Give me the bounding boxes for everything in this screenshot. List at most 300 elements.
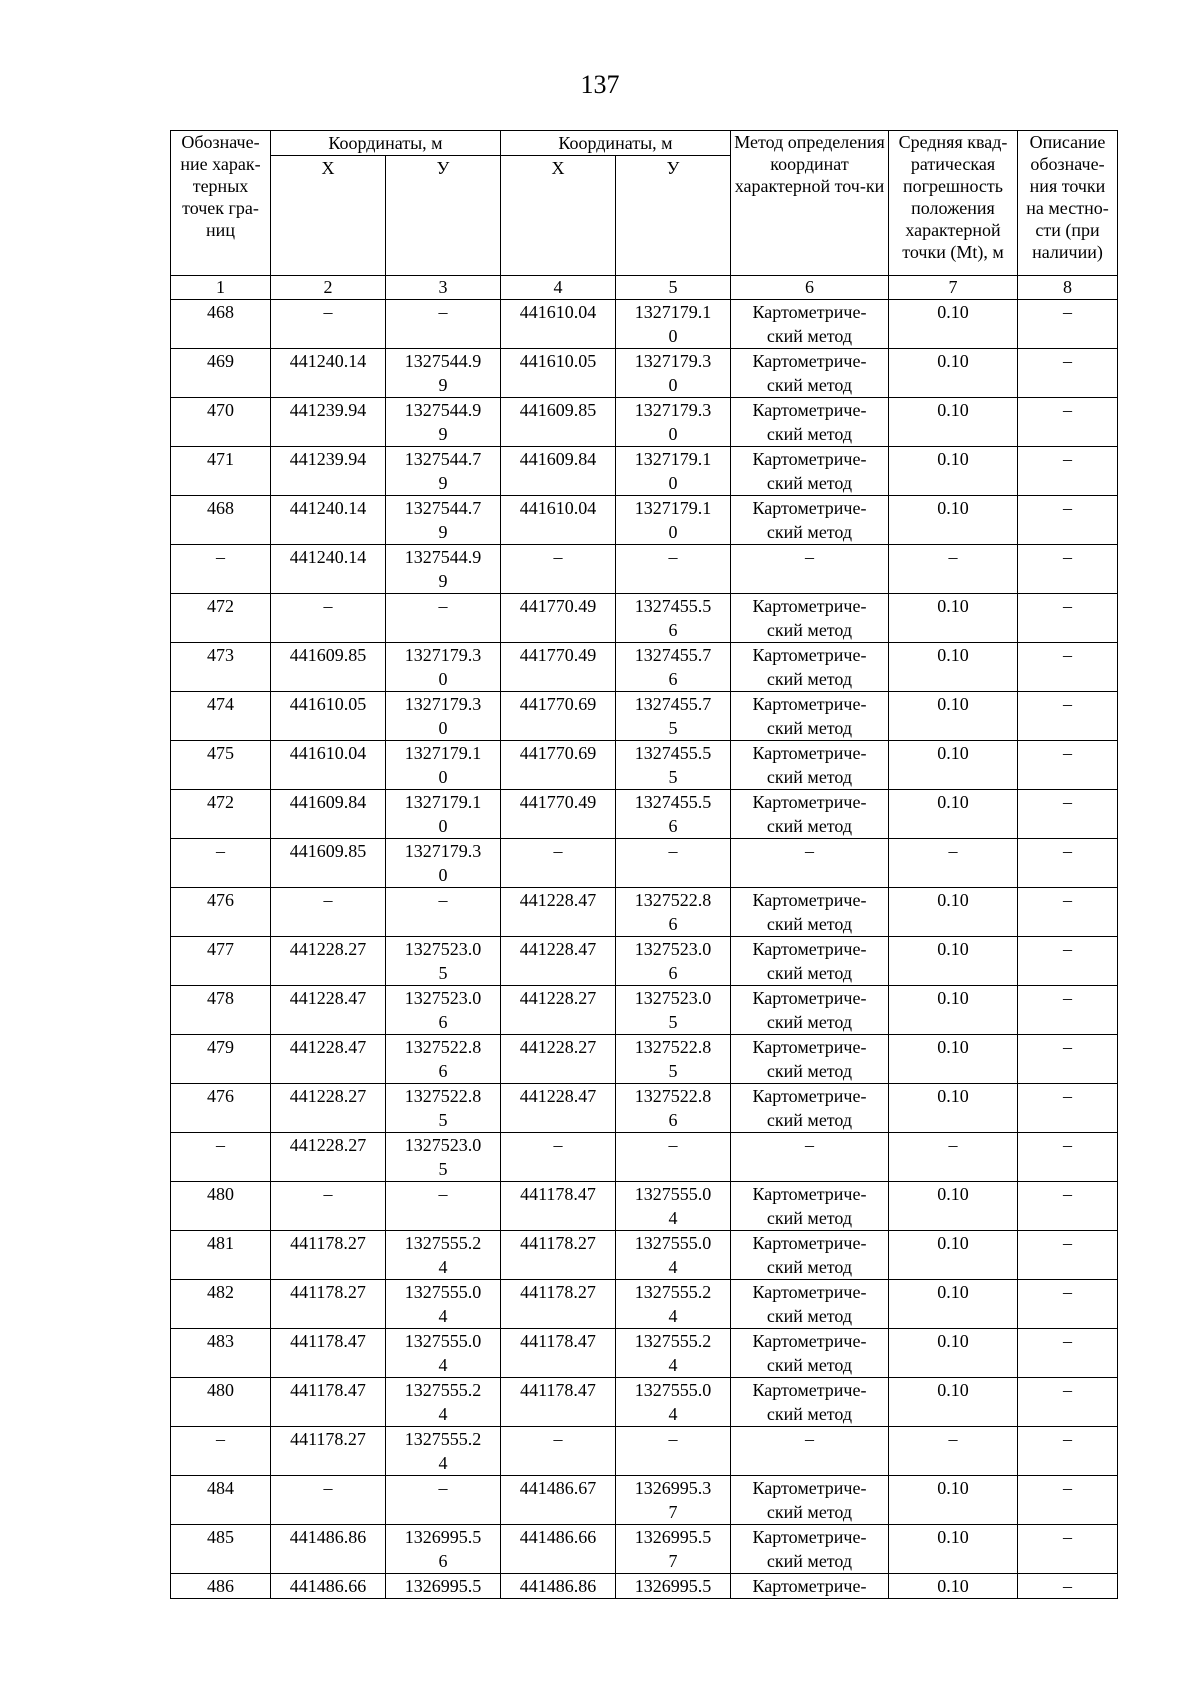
cell-method-line1: Картометриче- <box>752 1478 867 1498</box>
cell-y-new-line2: 0 <box>668 424 678 444</box>
cell-y-new <box>616 1182 731 1231</box>
cell-x-new-line1: 441609.85 <box>519 400 597 420</box>
cell-x-existing-line1: – <box>323 1478 333 1498</box>
cell-point-id-line1: 471 <box>207 449 234 469</box>
cell-accuracy-line1: 0.10 <box>937 1037 969 1057</box>
cell-x-new <box>501 594 616 643</box>
cell-method-line2: ский метод <box>766 620 853 640</box>
cell-point-id <box>171 1280 271 1329</box>
cell-method <box>731 741 889 790</box>
cell-x-existing-line1: 441240.14 <box>289 547 367 567</box>
cell-point-id <box>171 545 271 594</box>
cell-y-new-line1: 1326995.3 <box>634 1478 712 1498</box>
cell-method-line2: ский метод <box>766 1257 853 1277</box>
cell-y-existing-line1: 1327544.7 <box>404 498 482 518</box>
cell-x-existing-line1: 441228.27 <box>289 939 367 959</box>
cell-point-id <box>171 643 271 692</box>
cell-x-existing <box>271 1035 386 1084</box>
cell-y-existing <box>386 1035 501 1084</box>
cell-method <box>731 1378 889 1427</box>
cell-x-new <box>501 300 616 349</box>
cell-y-existing <box>386 1525 501 1574</box>
cell-y-existing-line1: 1327555.2 <box>404 1380 482 1400</box>
table-row <box>171 545 1118 594</box>
cell-description-line1: – <box>1063 1576 1072 1596</box>
cell-point-id <box>171 1133 271 1182</box>
cell-point-id <box>171 349 271 398</box>
cell-x-existing <box>271 545 386 594</box>
table-row <box>171 888 1118 937</box>
cell-y-existing-line1: – <box>438 890 448 910</box>
cell-x-existing-line1: 441486.86 <box>289 1527 367 1547</box>
cell-y-new <box>616 839 731 888</box>
cell-point-id-line1: 470 <box>207 400 234 420</box>
cell-x-existing <box>271 1182 386 1231</box>
cell-y-existing <box>386 1378 501 1427</box>
table-row <box>171 398 1118 447</box>
cell-x-new <box>501 888 616 937</box>
table-row <box>171 1378 1118 1427</box>
cell-accuracy <box>889 398 1018 447</box>
cell-accuracy <box>889 594 1018 643</box>
cell-x-existing-line1: 441609.84 <box>289 792 367 812</box>
cell-y-existing <box>386 1574 501 1599</box>
cell-y-new-line1: 1326995.5 <box>634 1527 712 1547</box>
cell-y-existing-line1: 1327555.2 <box>404 1233 482 1253</box>
cell-point-id-line1: 482 <box>207 1282 234 1302</box>
cell-accuracy-line1: 0.10 <box>937 645 969 665</box>
cell-point-id-line1: 484 <box>207 1478 234 1498</box>
cell-y-new-line2: 7 <box>668 1502 678 1522</box>
cell-y-new-line1: 1327179.1 <box>634 302 712 322</box>
cell-x-new <box>501 1133 616 1182</box>
table-row <box>171 1574 1118 1599</box>
cell-accuracy <box>889 1231 1018 1280</box>
column-number: 4 <box>501 276 616 300</box>
cell-accuracy-line1: 0.10 <box>937 1184 969 1204</box>
table-header <box>171 131 1118 300</box>
cell-point-id <box>171 1329 271 1378</box>
cell-y-new-line2: 5 <box>668 767 678 787</box>
cell-x-existing <box>271 300 386 349</box>
cell-method-line2: ский метод <box>766 1208 853 1228</box>
cell-y-new-line1: 1327555.0 <box>634 1380 712 1400</box>
cell-y-new-line1: 1326995.5 <box>634 1576 712 1596</box>
cell-point-id <box>171 1084 271 1133</box>
table-row <box>171 1329 1118 1378</box>
cell-accuracy <box>889 1280 1018 1329</box>
cell-y-existing <box>386 888 501 937</box>
cell-y-new <box>616 1476 731 1525</box>
table-row <box>171 643 1118 692</box>
cell-x-new-line1: 441609.84 <box>519 449 597 469</box>
cell-x-existing <box>271 937 386 986</box>
cell-x-existing-line1: 441228.27 <box>289 1086 367 1106</box>
cell-y-existing-line1: 1327544.9 <box>404 547 482 567</box>
column-number-row <box>171 276 1118 300</box>
cell-point-id <box>171 1035 271 1084</box>
cell-description <box>1018 643 1118 692</box>
cell-method <box>731 349 889 398</box>
cell-method-line2: ский метод <box>766 1404 853 1424</box>
cell-y-existing-line1: – <box>438 1478 448 1498</box>
cell-accuracy-line1: 0.10 <box>937 596 969 616</box>
cell-x-existing-line1: 441178.27 <box>290 1429 366 1449</box>
cell-description <box>1018 1378 1118 1427</box>
cell-x-existing <box>271 741 386 790</box>
table-row <box>171 790 1118 839</box>
cell-x-existing-line1: 441178.27 <box>290 1233 366 1253</box>
cell-x-new-line1: 441486.86 <box>519 1576 597 1596</box>
cell-point-id-line1: 472 <box>207 596 234 616</box>
cell-y-new <box>616 790 731 839</box>
cell-point-id <box>171 986 271 1035</box>
cell-y-new <box>616 349 731 398</box>
cell-x-new-line1: 441610.04 <box>519 302 597 322</box>
cell-y-existing-line1: 1327555.0 <box>404 1282 482 1302</box>
cell-method-line1: Картометриче- <box>752 1380 867 1400</box>
cell-method-line2: ский метод <box>766 326 853 346</box>
cell-y-new-line1: 1327455.5 <box>634 743 712 763</box>
cell-method <box>731 839 889 888</box>
cell-description-line1: – <box>1063 498 1072 518</box>
cell-accuracy-line1: – <box>948 547 958 567</box>
cell-method <box>731 1574 889 1599</box>
cell-method <box>731 937 889 986</box>
cell-y-existing-line1: 1327522.8 <box>404 1086 482 1106</box>
cell-y-new-line2: 7 <box>668 1551 678 1571</box>
cell-y-existing <box>386 937 501 986</box>
cell-description-line1: – <box>1063 1380 1072 1400</box>
cell-accuracy-line1: 0.10 <box>937 1233 969 1253</box>
table-row <box>171 986 1118 1035</box>
cell-y-existing-line1: 1327179.3 <box>404 645 482 665</box>
cell-method <box>731 1084 889 1133</box>
cell-description-line1: – <box>1063 988 1072 1008</box>
cell-y-existing-line2: 5 <box>438 1110 448 1130</box>
cell-method <box>731 1133 889 1182</box>
cell-y-existing-line1: 1327555.2 <box>404 1429 482 1449</box>
cell-x-existing <box>271 1378 386 1427</box>
cell-y-existing-line2: 0 <box>438 669 448 689</box>
cell-method-line2: ский метод <box>766 1355 853 1375</box>
cell-method-line2: ский метод <box>766 1012 853 1032</box>
cell-accuracy-line1: 0.10 <box>937 1478 969 1498</box>
cell-y-existing-line1: 1327544.7 <box>404 449 482 469</box>
cell-y-new-line1: – <box>668 1135 678 1155</box>
cell-y-existing-line1: 1327555.0 <box>404 1331 482 1351</box>
cell-method-line1: Картометриче- <box>752 351 867 371</box>
cell-point-id <box>171 888 271 937</box>
cell-y-new-line2: 5 <box>668 1012 678 1032</box>
cell-x-new-line1: 441178.47 <box>520 1331 596 1351</box>
cell-x-existing <box>271 692 386 741</box>
cell-point-id <box>171 496 271 545</box>
cell-point-id-line1: 476 <box>207 1086 234 1106</box>
cell-y-new <box>616 1427 731 1476</box>
cell-y-existing-line2: 9 <box>438 424 448 444</box>
cell-x-existing-line1: 441228.47 <box>289 1037 367 1057</box>
cell-x-existing <box>271 790 386 839</box>
cell-y-new-line1: 1327523.0 <box>634 988 712 1008</box>
cell-description-line1: – <box>1063 400 1072 420</box>
cell-accuracy <box>889 937 1018 986</box>
cell-y-existing-line1: 1327179.3 <box>404 841 482 861</box>
cell-y-existing <box>386 300 501 349</box>
cell-point-id-line1: – <box>216 1135 225 1155</box>
table-row <box>171 1476 1118 1525</box>
cell-method <box>731 300 889 349</box>
cell-x-existing-line1: 441609.85 <box>289 841 367 861</box>
cell-y-new-line1: 1327555.0 <box>634 1184 712 1204</box>
cell-description-line1: – <box>1063 302 1072 322</box>
cell-point-id-line1: 476 <box>207 890 234 910</box>
cell-x-new <box>501 1231 616 1280</box>
cell-y-existing-line1: – <box>438 596 448 616</box>
cell-y-existing <box>386 1084 501 1133</box>
cell-y-new-line2: 5 <box>668 1061 678 1081</box>
cell-point-id-line1: 469 <box>207 351 234 371</box>
cell-y-new-line2: 6 <box>668 816 678 836</box>
cell-point-id-line1: 473 <box>207 645 234 665</box>
cell-accuracy <box>889 496 1018 545</box>
cell-x-new <box>501 839 616 888</box>
cell-y-new-line1: 1327179.1 <box>634 498 712 518</box>
cell-x-existing-line1: – <box>323 596 333 616</box>
cell-point-id <box>171 1574 271 1599</box>
cell-accuracy <box>889 447 1018 496</box>
cell-description <box>1018 447 1118 496</box>
cell-description-line1: – <box>1063 1184 1072 1204</box>
cell-description <box>1018 1182 1118 1231</box>
page-number: 137 <box>580 70 620 99</box>
cell-y-new-line1: 1327455.5 <box>634 596 712 616</box>
cell-y-new-line2: 0 <box>668 473 678 493</box>
cell-method-line1: Картометриче- <box>752 694 867 714</box>
table-row <box>171 741 1118 790</box>
cell-y-new <box>616 692 731 741</box>
cell-y-existing-line2: 9 <box>438 522 448 542</box>
cell-x-new <box>501 447 616 496</box>
cell-y-new-line2: 6 <box>668 963 678 983</box>
cell-point-id <box>171 447 271 496</box>
cell-y-existing-line1: 1327179.3 <box>404 694 482 714</box>
cell-point-id <box>171 1476 271 1525</box>
cell-description <box>1018 888 1118 937</box>
cell-description <box>1018 692 1118 741</box>
cell-y-new <box>616 447 731 496</box>
cell-method <box>731 447 889 496</box>
cell-method <box>731 1280 889 1329</box>
cell-method-line2: ский метод <box>766 473 853 493</box>
cell-method-line1: Картометриче- <box>752 1233 867 1253</box>
cell-x-existing-line1: 441178.47 <box>290 1331 366 1351</box>
cell-x-existing <box>271 398 386 447</box>
cell-x-existing <box>271 839 386 888</box>
cell-y-existing-line1: 1326995.5 <box>404 1576 482 1596</box>
cell-y-existing <box>386 1182 501 1231</box>
cell-accuracy-line1: 0.10 <box>937 890 969 910</box>
cell-accuracy-line1: 0.10 <box>937 1086 969 1106</box>
cell-description <box>1018 545 1118 594</box>
cell-y-new <box>616 888 731 937</box>
cell-y-existing-line2: 6 <box>438 1061 448 1081</box>
table-row <box>171 447 1118 496</box>
cell-x-new <box>501 1280 616 1329</box>
cell-point-id-line1: 480 <box>207 1380 234 1400</box>
cell-x-existing-line1: 441239.94 <box>289 449 367 469</box>
cell-x-existing <box>271 447 386 496</box>
cell-y-new-line2: 4 <box>668 1306 678 1326</box>
cell-x-existing-line1: 441609.85 <box>289 645 367 665</box>
cell-description-line1: – <box>1063 1233 1072 1253</box>
cell-point-id <box>171 1231 271 1280</box>
cell-x-new-line1: – <box>553 841 563 861</box>
cell-method-line2: ский метод <box>766 816 853 836</box>
cell-y-new <box>616 1574 731 1599</box>
cell-y-existing <box>386 1476 501 1525</box>
cell-accuracy-line1: – <box>948 841 958 861</box>
cell-description <box>1018 790 1118 839</box>
cell-y-existing <box>386 545 501 594</box>
cell-point-id-line1: 485 <box>207 1527 234 1547</box>
cell-accuracy-line1: 0.10 <box>937 1380 969 1400</box>
cell-method-line2: ский метод <box>766 522 853 542</box>
cell-x-new <box>501 1476 616 1525</box>
cell-description-line1: – <box>1063 449 1072 469</box>
cell-point-id-line1: 481 <box>207 1233 234 1253</box>
table-row <box>171 1084 1118 1133</box>
cell-accuracy-line1: 0.10 <box>937 939 969 959</box>
table-row <box>171 1035 1118 1084</box>
cell-x-new-line1: 441770.49 <box>519 596 597 616</box>
cell-y-new <box>616 545 731 594</box>
cell-description <box>1018 398 1118 447</box>
cell-x-new-line1: 441228.47 <box>519 939 597 959</box>
cell-x-existing-line1: 441228.47 <box>289 988 367 1008</box>
cell-x-existing <box>271 496 386 545</box>
cell-accuracy <box>889 1476 1018 1525</box>
cell-point-id <box>171 1427 271 1476</box>
cell-method <box>731 1329 889 1378</box>
cell-x-new-line1: 441610.05 <box>519 351 597 371</box>
cell-y-new-line1: 1327455.7 <box>634 694 712 714</box>
cell-y-new <box>616 1378 731 1427</box>
cell-method <box>731 398 889 447</box>
cell-point-id <box>171 1182 271 1231</box>
cell-accuracy <box>889 1329 1018 1378</box>
cell-y-new <box>616 1231 731 1280</box>
cell-y-new <box>616 300 731 349</box>
cell-method-line1: Картометриче- <box>752 743 867 763</box>
cell-y-existing-line2: 9 <box>438 571 448 591</box>
cell-description-line1: – <box>1063 596 1072 616</box>
cell-method-line1: Картометриче- <box>752 302 867 322</box>
cell-y-existing-line1: 1327179.1 <box>404 792 482 812</box>
cell-method-line2: ский метод <box>766 914 853 934</box>
cell-x-new <box>501 937 616 986</box>
cell-x-new-line1: – <box>553 1135 563 1155</box>
cell-point-id-line1: 486 <box>207 1576 234 1596</box>
header-y-existing: У <box>386 156 501 276</box>
cell-y-new-line1: 1327522.8 <box>634 1037 712 1057</box>
cell-point-id-line1: – <box>216 1429 225 1449</box>
cell-point-id <box>171 692 271 741</box>
cell-method <box>731 594 889 643</box>
cell-x-new <box>501 790 616 839</box>
cell-description-line1: – <box>1063 792 1072 812</box>
cell-y-existing-line2: 4 <box>438 1257 448 1277</box>
header-coordinates-existing: Координаты, м <box>271 131 501 156</box>
cell-y-new-line2: 0 <box>668 522 678 542</box>
cell-x-new-line1: 441228.27 <box>519 1037 597 1057</box>
cell-description <box>1018 1329 1118 1378</box>
cell-method-line1: Картометриче- <box>752 988 867 1008</box>
cell-accuracy <box>889 1574 1018 1599</box>
cell-y-existing <box>386 790 501 839</box>
column-number: 3 <box>386 276 501 300</box>
cell-point-id-line1: 468 <box>207 498 234 518</box>
cell-accuracy-line1: 0.10 <box>937 351 969 371</box>
cell-description-line1: – <box>1063 1282 1072 1302</box>
cell-x-new-line1: – <box>553 1429 563 1449</box>
cell-y-existing <box>386 741 501 790</box>
cell-method <box>731 496 889 545</box>
cell-y-existing-line2: 0 <box>438 767 448 787</box>
cell-point-id-line1: 479 <box>207 1037 234 1057</box>
cell-accuracy-line1: 0.10 <box>937 792 969 812</box>
table-row <box>171 1182 1118 1231</box>
cell-x-existing <box>271 1476 386 1525</box>
cell-description <box>1018 986 1118 1035</box>
cell-x-existing <box>271 1329 386 1378</box>
cell-point-id-line1: – <box>216 547 225 567</box>
cell-x-new <box>501 741 616 790</box>
cell-accuracy-line1: 0.10 <box>937 743 969 763</box>
cell-description <box>1018 1427 1118 1476</box>
cell-y-existing-line2: 5 <box>438 963 448 983</box>
cell-y-existing <box>386 839 501 888</box>
cell-x-new-line1: 441486.67 <box>519 1478 597 1498</box>
header-x-new: Х <box>501 156 616 276</box>
cell-y-new <box>616 1084 731 1133</box>
cell-y-new-line2: 6 <box>668 1110 678 1130</box>
cell-y-existing <box>386 1329 501 1378</box>
cell-method-line1: Картометриче- <box>752 596 867 616</box>
cell-x-existing-line1: 441240.14 <box>289 498 367 518</box>
cell-y-existing <box>386 398 501 447</box>
cell-method-line1: Картометриче- <box>752 1184 867 1204</box>
cell-y-existing-line1: – <box>438 302 448 322</box>
cell-y-new-line1: – <box>668 841 678 861</box>
table-row <box>171 1427 1118 1476</box>
table-row <box>171 496 1118 545</box>
cell-x-new-line1: 441228.27 <box>519 988 597 1008</box>
cell-method <box>731 643 889 692</box>
cell-method-line2: ский метод <box>766 669 853 689</box>
cell-method <box>731 1476 889 1525</box>
cell-y-new-line1: 1327179.3 <box>634 400 712 420</box>
table-row <box>171 1133 1118 1182</box>
cell-accuracy-line1: – <box>948 1429 958 1449</box>
cell-y-existing <box>386 1133 501 1182</box>
cell-method-line1: Картометриче- <box>752 1037 867 1057</box>
cell-y-new-line2: 0 <box>668 375 678 395</box>
cell-description <box>1018 1133 1118 1182</box>
cell-accuracy <box>889 300 1018 349</box>
cell-x-existing-line1: 441178.27 <box>290 1282 366 1302</box>
cell-y-existing <box>386 1231 501 1280</box>
